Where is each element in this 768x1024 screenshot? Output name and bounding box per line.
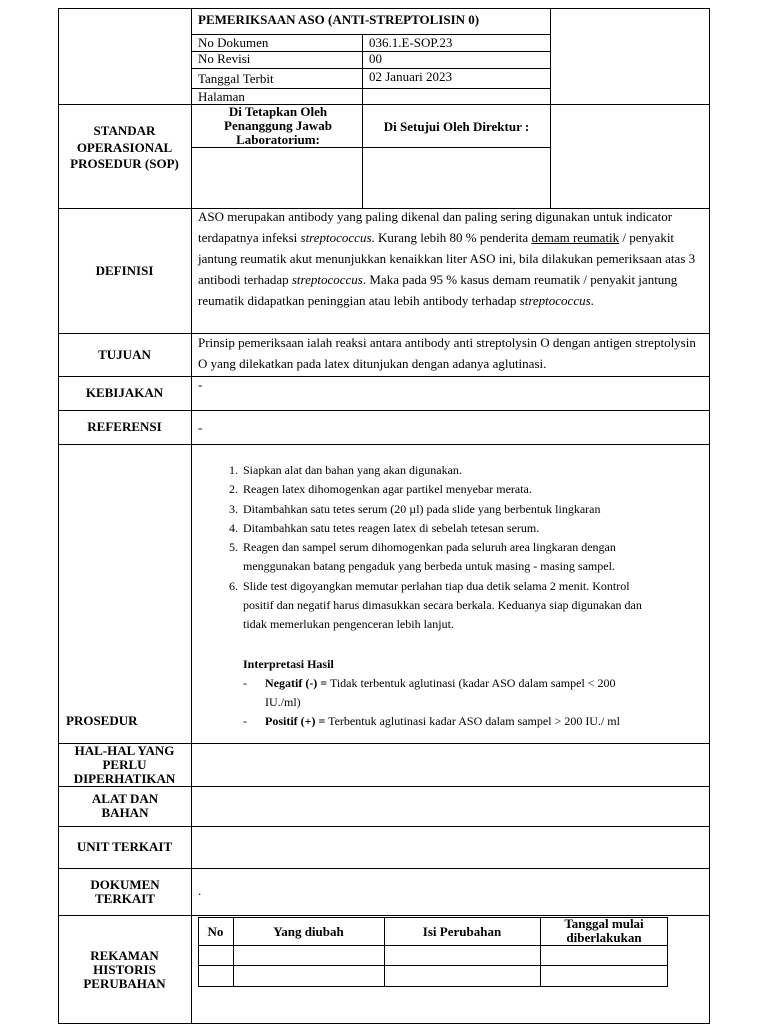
tujuan-text: Prinsip pemeriksaan ialah reaksi antara antibody anti streptolysin O dengan antigen streptolysin O yang dilekatkan pada latex ditunjukan dengan adanya aglutinasi. <box>198 335 696 371</box>
kebijakan-value: - <box>198 377 203 392</box>
approval-left-label: Di Tetapkan Oleh Penanggung Jawab Laboratorium: <box>224 104 332 147</box>
frame-right-border <box>709 8 710 1024</box>
list-item: 2. Reagen latex dihomogenkan agar partikel menyebar merata. <box>229 482 532 497</box>
frame-top-border <box>58 8 710 9</box>
section-line-alat <box>58 786 710 787</box>
positif-result: Positif (+) = Terbentuk aglutinasi kadar ASO dalam sampel > 200 IU./ ml <box>265 714 620 728</box>
table-header-no: No <box>207 924 224 939</box>
frame-left-border <box>58 8 59 1024</box>
prosedur-label: PROSEDUR <box>66 713 138 728</box>
definisi-label: DEFINISI <box>95 263 154 278</box>
list-item: 4. Ditambahkan satu tetes reagen latex di sebelah tetesan serum. <box>229 520 540 535</box>
table-header-isi-perubahan: Isi Perubahan <box>422 924 502 939</box>
tujuan-label: TUJUAN <box>98 347 151 362</box>
tanggal-terbit-value: 02 Januari 2023 <box>369 69 453 84</box>
header-value-divider <box>362 34 363 208</box>
list-item: 5. Reagen dan sampel serum dihomogenkan pada seluruh area lingkaran dengan menggunakan batang pengaduk yang berbeda untuk masing - masing sampel. <box>229 540 616 574</box>
prosedur-steps <box>198 461 708 635</box>
sop-label: STANDAR OPERASIONAL PROSEDUR (SOP) <box>70 123 179 171</box>
approval-right-label: Di Setujui Oleh Direktur : <box>383 119 530 134</box>
positif-dash: - <box>243 714 247 728</box>
section-line-unit <box>58 826 710 827</box>
halaman-label: Halaman <box>198 89 245 104</box>
interpretasi-title: Interpretasi Hasil <box>243 657 334 671</box>
referensi-label: REFERENSI <box>87 419 162 434</box>
tanggal-terbit-label: Tanggal Terbit <box>198 71 274 86</box>
list-item: 3. Ditambahkan satu tetes serum (20 µl) pada slide yang berbentuk lingkaran <box>229 501 601 516</box>
section-line-kebijakan <box>58 376 710 377</box>
table-col-line-4 <box>667 917 668 987</box>
header-line-5 <box>58 104 710 105</box>
table-header-tanggal: Tanggal mulai diberlakukan <box>564 916 644 945</box>
list-item: 1. Siapkan alat dan bahan yang akan digunakan. <box>229 463 462 477</box>
table-border-bottom <box>198 986 668 987</box>
list-item: 6. Slide test digoyangkan memutar perlahan tiap dua detik selama 2 menit. Kontrol positif dan negatif harus dimasukkan secara berkala. Keduanya siap digunakan dan tidak memerlukan pengenceran lebih lanjut. <box>229 578 642 632</box>
approval-line <box>191 147 551 148</box>
negatif-result: Negatif (-) = Tidak terbentuk aglutinasi (kadar ASO dalam sampel < 200 IU./ml) <box>265 676 616 710</box>
definisi-text: ASO merupakan antibody yang paling dikenal dan paling sering digunakan untuk indicator terdapatnya infeksi streptococcus. Kurang lebih 80 % penderita demam reumatik / penyakit jantung reumatik akut menunjukkan kenaikkan liter ASO ini, bila dilakukan pemeriksaan atas 3 antibodi terhadap streptococcus. Maka pada 95 % kasus demam reumatik / penyakit jantung reumatik didapatkan peninggian atau lebih antibody terhadap streptococcus. <box>198 209 696 308</box>
hal-hal-label: HAL-HAL YANG PERLU DIPERHATIKAN <box>73 743 176 786</box>
dokumen-terkait-label: DOKUMEN TERKAIT <box>90 877 160 906</box>
header-right-divider <box>550 8 551 208</box>
no-dokumen-value: 036.1.E-SOP.23 <box>369 35 453 50</box>
rekaman-label: REKAMAN HISTORIS PERUBAHAN <box>83 948 166 991</box>
header-line-4 <box>191 88 551 89</box>
dokumen-terkait-value: . <box>198 883 202 898</box>
kebijakan-label: KEBIJAKAN <box>85 385 164 400</box>
negatif-dash: - <box>243 676 247 690</box>
section-line-dokumen <box>58 868 710 869</box>
referensi-value: - <box>198 420 203 435</box>
document-title: PEMERIKSAAN ASO (ANTI-STREPTOLISIN 0) <box>198 12 480 27</box>
table-row-line <box>198 965 668 966</box>
section-line-prosedur <box>58 444 710 445</box>
no-revisi-value: 00 <box>369 51 382 66</box>
table-header-line <box>198 945 668 946</box>
alat-bahan-label: ALAT DAN BAHAN <box>91 791 159 820</box>
no-revisi-label: No Revisi <box>198 51 251 66</box>
no-dokumen-label: No Dokumen <box>198 35 269 50</box>
table-header-yang-diubah: Yang diubah <box>273 924 344 939</box>
section-line-referensi <box>58 410 710 411</box>
unit-terkait-label: UNIT TERKAIT <box>76 839 173 854</box>
rekaman-table <box>198 917 668 987</box>
table-col-line-3 <box>540 917 541 987</box>
label-column-divider <box>191 8 192 1024</box>
